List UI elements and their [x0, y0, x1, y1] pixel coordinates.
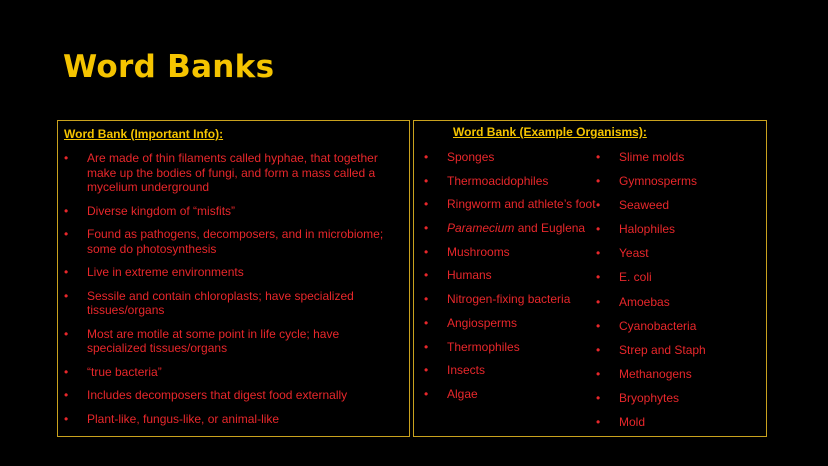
list-item: • Live in extreme environments [64, 265, 399, 280]
list-item: • Humans [424, 268, 604, 283]
list-item: • Thermoacidophiles [424, 174, 604, 189]
list-item: • Cyanobacteria [596, 319, 756, 334]
list-item: • Slime molds [596, 150, 756, 165]
paramecium-text: Paramecium [447, 221, 515, 236]
euglena-text: and Euglena [514, 221, 586, 236]
list-item: • Sponges [424, 150, 604, 165]
list-item: • Diverse kingdom of “misfits” [64, 204, 399, 219]
slide-title: Word Banks [63, 49, 275, 85]
list-item: • Thermophiles [424, 340, 604, 355]
organisms-column-2 [596, 150, 756, 439]
list-item: • Insects [424, 363, 604, 378]
list-item: • Ringworm and athlete’s foot [424, 197, 604, 212]
list-item: • Mold [596, 415, 756, 430]
list-item: • “true bacteria” [64, 365, 399, 380]
organisms-column-1 [424, 150, 604, 411]
list-item: • Mushrooms [424, 245, 604, 260]
list-item: • Methanogens [596, 367, 756, 382]
list-item: • Yeast [596, 246, 756, 261]
list-item: • Found as pathogens, decomposers, and in microbiome; some do photosynthesis [64, 227, 399, 256]
list-item: • Plant-like, fungus-like, or animal-like [64, 412, 399, 427]
list-item: • Strep and Staph [596, 343, 756, 358]
example-organisms-box [413, 120, 767, 437]
list-item: • Amoebas [596, 295, 756, 310]
list-item: • Algae [424, 387, 604, 402]
important-info-box [57, 120, 410, 437]
important-info-list [64, 151, 399, 435]
list-item: • Gymnosperms [596, 174, 756, 189]
list-item: • Most are motile at some point in life cycle; have specialized tissues/organs [64, 327, 399, 356]
list-item: • Bryophytes [596, 391, 756, 406]
example-organisms-heading: Word Bank (Example Organisms): [453, 125, 647, 139]
list-item: • Nitrogen-fixing bacteria [424, 292, 604, 307]
list-item: • Are made of thin filaments called hyphae, that together make up the bodies of fungi, and form a mass called a mycelium underground [64, 151, 399, 195]
list-item: • Sessile and contain chloroplasts; have specialized tissues/organs [64, 289, 399, 318]
list-item: • Includes decomposers that digest food externally [64, 388, 399, 403]
list-item: • Seaweed [596, 198, 756, 213]
list-item: • Halophiles [596, 222, 756, 237]
list-item [424, 221, 604, 236]
list-item: • E. coli [596, 270, 756, 285]
important-info-heading: Word Bank (Important Info): [64, 127, 224, 141]
list-item: • Angiosperms [424, 316, 604, 331]
